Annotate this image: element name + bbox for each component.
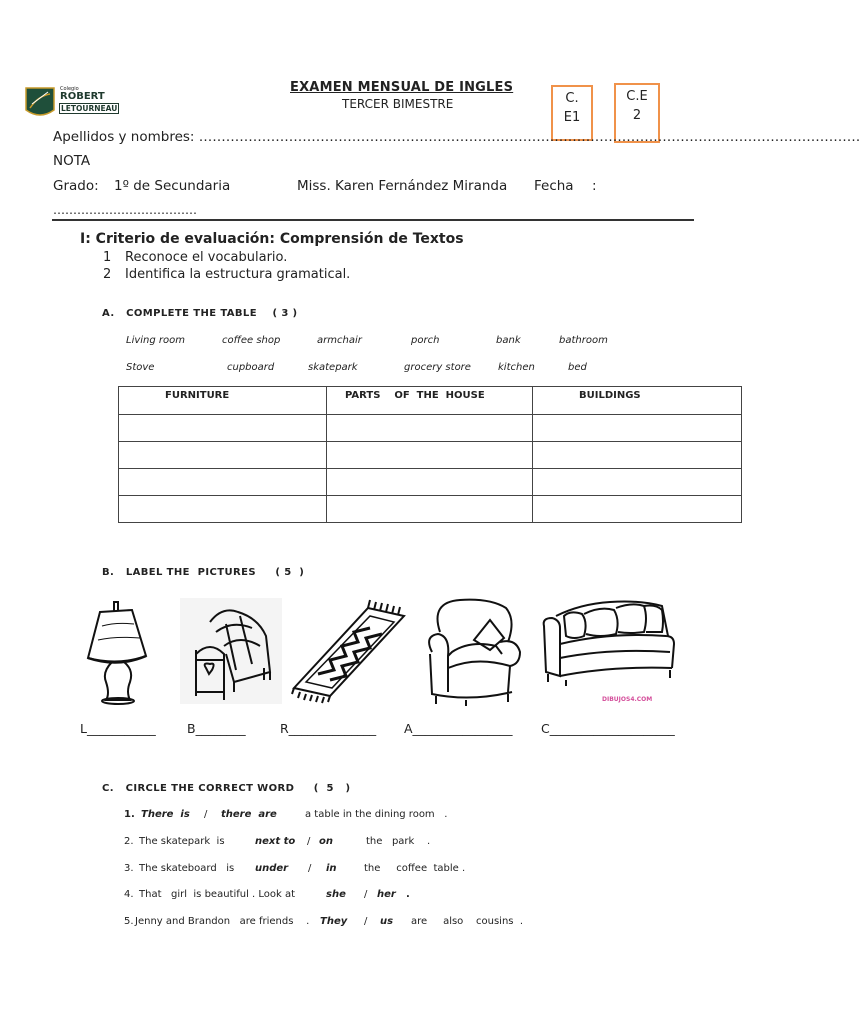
label-blank-rug[interactable]: R______________ <box>280 721 377 736</box>
armchair-picture <box>420 596 524 708</box>
table-cell[interactable] <box>327 469 533 496</box>
criteria-item-num: 1 <box>103 250 112 265</box>
label-blank-lamp[interactable]: L___________ <box>80 721 156 736</box>
option-they[interactable]: They <box>320 916 348 927</box>
table-cell[interactable] <box>533 496 742 523</box>
column-header-parts-of-house: PARTS OF THE HOUSE <box>327 387 533 415</box>
score-box-ce2-line2: 2 <box>632 108 642 123</box>
grado-label: Grado: <box>53 178 99 194</box>
option-separator: / <box>204 809 208 820</box>
criteria-item-text: Reconoce el vocabulario. <box>125 250 288 265</box>
column-header-buildings: BUILDINGS <box>533 387 742 415</box>
question-text: the park . <box>366 836 431 847</box>
option-separator: / <box>307 836 311 847</box>
option-her[interactable]: her <box>377 889 396 900</box>
question-number: 1. <box>124 809 135 820</box>
option-separator: / <box>308 863 312 874</box>
word-bank-item: porch <box>411 335 440 346</box>
score-box-ce1-line2: E1 <box>563 110 581 125</box>
school-logo <box>24 86 118 120</box>
word-bank-item: skatepark <box>308 362 358 373</box>
criteria-item-text: Identifica la estructura gramatical. <box>125 267 351 282</box>
table-cell[interactable] <box>327 496 533 523</box>
exam-subtitle: TERCER BIMESTRE <box>342 97 454 111</box>
picture-watermark: DIBUJOS4.COM <box>602 696 653 703</box>
table-cell[interactable] <box>533 415 742 442</box>
question-number: 3. <box>124 863 134 874</box>
word-bank-item: armchair <box>317 335 362 346</box>
table-header-row <box>119 387 742 415</box>
option-she[interactable]: she <box>326 889 346 900</box>
table-cell[interactable] <box>327 442 533 469</box>
column-header-furniture: FURNITURE <box>119 387 327 415</box>
word-bank-item: bed <box>568 362 587 373</box>
table-cell[interactable] <box>533 442 742 469</box>
table-row <box>119 442 742 469</box>
label-blank-couch[interactable]: C____________________ <box>541 721 675 736</box>
table-cell[interactable] <box>327 415 533 442</box>
table-cell[interactable] <box>533 469 742 496</box>
word-bank-item: coffee shop <box>222 335 281 346</box>
question-text: are also cousins . <box>411 916 524 927</box>
table-row <box>119 496 742 523</box>
section-c-title: C. CIRCLE THE CORRECT WORD ( 5 ) <box>102 783 351 794</box>
table-row <box>119 415 742 442</box>
fecha-label: Fecha <box>534 178 574 194</box>
criteria-title: I: Criterio de evaluación: Comprensión de Textos <box>80 231 464 247</box>
section-a-title: A. COMPLETE THE TABLE ( 3 ) <box>102 308 298 319</box>
table-cell[interactable] <box>119 496 327 523</box>
option-there-is[interactable]: There is <box>141 809 190 820</box>
header-divider <box>52 219 694 221</box>
teacher-name: Miss. Karen Fernández Miranda <box>297 178 508 194</box>
lamp-picture <box>80 596 156 708</box>
logo-name-robert: ROBERT <box>60 91 105 102</box>
couch-picture <box>540 596 676 708</box>
word-bank-item: bathroom <box>559 335 608 346</box>
label-blank-bed[interactable]: B________ <box>187 721 246 736</box>
logo-caption: Colegio <box>60 86 79 92</box>
logo-name-letourneau: LETOURNEAU <box>61 104 118 113</box>
option-on[interactable]: on <box>319 836 333 847</box>
word-bank-item: kitchen <box>498 362 535 373</box>
option-us[interactable]: us <box>380 916 394 927</box>
question-text: The skateboard is <box>139 863 235 874</box>
table-row <box>119 469 742 496</box>
question-text: a table in the dining room . <box>305 809 448 820</box>
score-box-ce2-line1: C.E <box>626 89 648 104</box>
exam-title: EXAMEN MENSUAL DE INGLES <box>290 80 514 95</box>
word-bank-item: grocery store <box>404 362 471 373</box>
section-b-title: B. LABEL THE PICTURES ( 5 ) <box>102 567 305 578</box>
question-text: The skatepark is <box>139 836 225 847</box>
word-bank-item: Stove <box>126 362 155 373</box>
question-number: 5. <box>124 916 134 927</box>
option-separator: / <box>364 916 368 927</box>
score-box-ce1-line1: C. <box>565 91 579 106</box>
word-bank-item: cupboard <box>227 362 275 373</box>
question-number: 2. <box>124 836 134 847</box>
classification-table <box>118 386 742 523</box>
name-field[interactable]: Apellidos y nombres: ………………………………………………………………………………………………………………………………… <box>53 129 860 145</box>
grado-value: 1º de Secundaria <box>114 178 231 194</box>
bed-picture <box>180 596 282 708</box>
word-bank-item: bank <box>496 335 521 346</box>
question-text: the coffee table . <box>364 863 466 874</box>
option-in[interactable]: in <box>326 863 337 874</box>
option-under[interactable]: under <box>255 863 289 874</box>
nota-label: NOTA <box>53 153 91 169</box>
table-cell[interactable] <box>119 442 327 469</box>
rug-picture <box>290 596 408 708</box>
question-number: 4. <box>124 889 134 900</box>
option-separator: / <box>364 889 368 900</box>
word-bank-item: Living room <box>126 335 185 346</box>
question-text: That girl is beautiful . Look at <box>139 889 296 900</box>
question-text: . <box>406 889 410 900</box>
fecha-colon: : <box>592 178 597 194</box>
table-cell[interactable] <box>119 415 327 442</box>
criteria-item-num: 2 <box>103 267 112 282</box>
option-there-are[interactable]: there are <box>221 809 277 820</box>
table-cell[interactable] <box>119 469 327 496</box>
label-blank-armchair[interactable]: A________________ <box>404 721 513 736</box>
fecha-field[interactable]: ……………………………… <box>53 203 197 217</box>
option-next-to[interactable]: next to <box>255 836 296 847</box>
question-text: Jenny and Brandon are friends . <box>135 916 310 927</box>
